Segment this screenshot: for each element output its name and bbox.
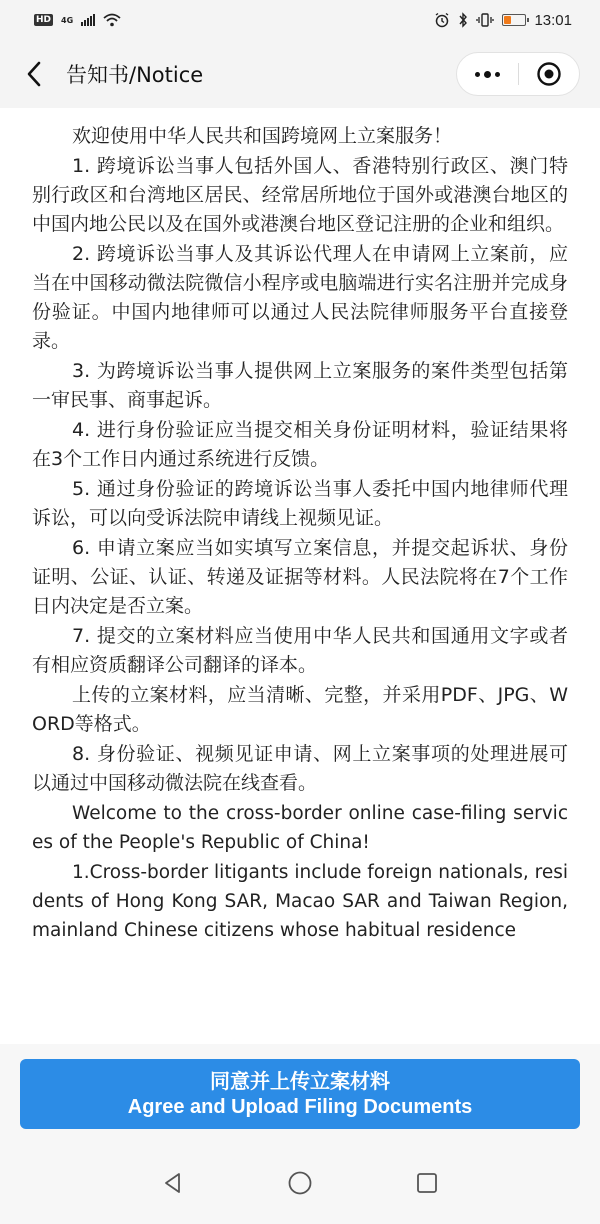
more-button[interactable] — [457, 52, 518, 96]
notice-paragraph: 5. 通过身份验证的跨境诉讼当事人委托中国内地律师代理诉讼，可以向受诉法院申请线上视频见证。 — [32, 478, 568, 529]
agree-upload-button[interactable] — [20, 1059, 580, 1129]
chevron-left-icon — [26, 61, 42, 87]
battery-icon — [502, 14, 526, 26]
nav-bar — [0, 40, 600, 108]
alarm-icon — [434, 12, 450, 28]
status-left — [34, 13, 121, 27]
back-button[interactable] — [6, 40, 62, 108]
notice-paragraph: 上传的立案材料，应当清晰、完整，并采用PDF、JPG、WORD等格式。 — [32, 684, 568, 735]
notice-paragraph: 6. 申请立案应当如实填写立案信息，并提交起诉状、身份证明、公证、认证、转递及证据等材料。人民法院将在7个工作日内决定是否立案。 — [32, 537, 568, 617]
notice-paragraph: 欢迎使用中华人民共和国跨境网上立案服务！ — [72, 125, 453, 147]
target-close-icon — [536, 61, 562, 87]
system-nav-bar — [0, 1142, 600, 1224]
notice-paragraph-en: 1.Cross-border litigants include foreign nationals, residents of Hong Kong SAR, Macao SAR and Taiwan Region, mainland Chinese citizens whose habitual residence — [32, 862, 568, 941]
notice-content[interactable] — [0, 108, 600, 1044]
agree-button-label-en: Agree and Upload Filing Documents — [127, 1096, 473, 1118]
notice-paragraph: 2. 跨境诉讼当事人及其诉讼代理人在申请网上立案前，应当在中国移动微法院微信小程序或电脑端进行实名注册并完成身份验证。中国内地律师可以通过人民法院律师服务平台直接登录。 — [32, 243, 568, 352]
more-dots-icon — [475, 71, 500, 78]
bluetooth-icon — [458, 12, 468, 28]
agree-button-label-cn: 同意并上传立案材料 — [210, 1069, 390, 1093]
status-right — [434, 12, 572, 29]
notice-paragraph: 7. 提交的立案材料应当使用中华人民共和国通用文字或者有相应资质翻译公司翻译的译本。 — [32, 625, 568, 676]
notice-paragraph: 8. 身份验证、视频见证申请、网上立案事项的处理进展可以通过中国移动微法院在线查看。 — [32, 743, 568, 794]
notice-paragraph: 1. 跨境诉讼当事人包括外国人、香港特别行政区、澳门特别行政区和台湾地区居民、经常居所地位于国外或港澳台地区的中国内地公民以及在国外或港澳台地区登记注册的企业和组织。 — [32, 155, 568, 235]
notice-paragraph: 3. 为跨境诉讼当事人提供网上立案服务的案件类型包括第一审民事、商事起诉。 — [32, 360, 568, 411]
system-back-button[interactable] — [153, 1163, 193, 1203]
page-title: 告知书/Notice — [66, 63, 204, 87]
circle-home-icon — [287, 1170, 313, 1196]
action-area — [0, 1044, 600, 1142]
square-recents-icon — [415, 1171, 439, 1195]
hd-badge: HD — [36, 15, 52, 25]
network-type-label: 4G — [61, 15, 74, 25]
system-recents-button[interactable] — [407, 1163, 447, 1203]
status-bar — [0, 0, 600, 40]
vibrate-icon — [476, 12, 494, 28]
system-home-button[interactable] — [280, 1163, 320, 1203]
triangle-back-icon — [161, 1171, 185, 1195]
notice-paragraph: 4. 进行身份验证应当提交相关身份证明材料，验证结果将在3个工作日内通过系统进行反馈。 — [32, 419, 568, 470]
mini-program-capsule — [456, 52, 580, 96]
signal-icon — [81, 14, 95, 26]
wifi-icon — [103, 13, 121, 27]
close-button[interactable] — [518, 52, 579, 96]
notice-paragraph-en: Welcome to the cross-border online case-filing services of the People's Republic of China! — [32, 803, 568, 853]
status-time: 13:01 — [534, 11, 572, 29]
